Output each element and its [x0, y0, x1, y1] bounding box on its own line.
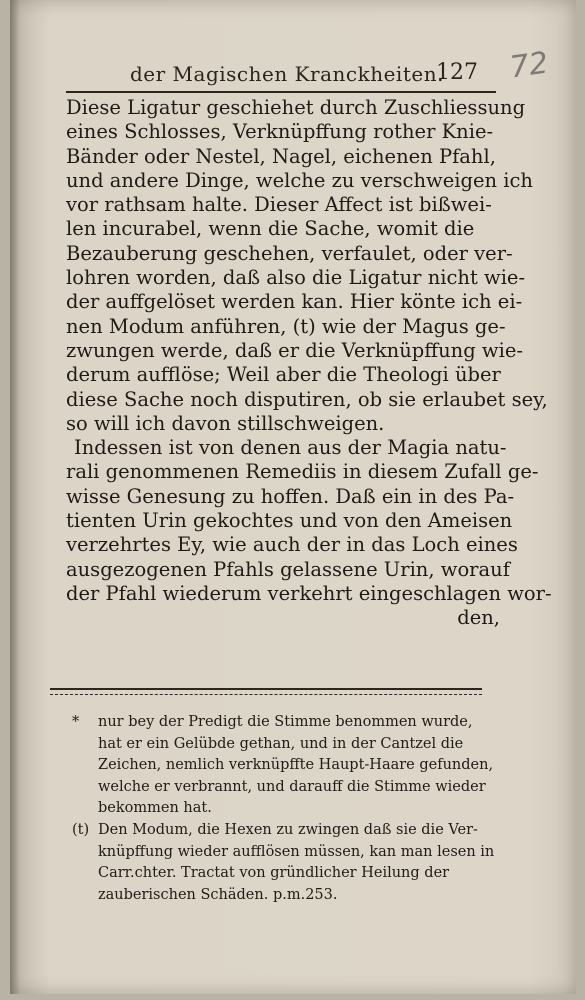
footnotes [72, 712, 495, 906]
page-header [118, 60, 498, 90]
text-line: der Pfahl wiederum verkehrt eingeschlagen wor- [66, 581, 552, 605]
text-line: Diese Ligatur geschiehet durch Zuschliessung [66, 96, 526, 119]
header-rule [66, 91, 496, 93]
pencil-annotation: 72 [507, 45, 551, 86]
text-line: ausgezogenen Pfahls gelassene Urin, worauf [66, 557, 510, 581]
text-line: verzehrtes Ey, wie auch der in das Loch eines [66, 533, 518, 557]
page-number: 127 [436, 60, 478, 85]
footnote-t [72, 820, 495, 906]
catchword: den, [457, 606, 500, 630]
text-line: eines Schlosses, Verknüpffung rother Knie- [66, 120, 494, 144]
main-text [66, 96, 552, 631]
text-line: lohren worden, daß also die Ligatur nicht wie- [66, 266, 526, 290]
text-line: zwungen werde, daß er die Verknüpffung wie- [66, 338, 523, 362]
text-line: der auffgelöset werden kan. Hier könte ich ei- [66, 290, 523, 314]
footnote-mark: * [72, 714, 80, 730]
text-line: so will ich davon stillschweigen. [66, 411, 385, 435]
text-line: rali genommenen Remediis in diesem Zufall ge- [66, 460, 539, 484]
text-line: und andere Dinge, welche zu verschweigen ich [66, 168, 533, 192]
text-line: Bezauberung geschehen, verfaulet, oder ver- [66, 241, 513, 265]
footnote-line: Carr.chter. Tractat von gründlicher Heilung der [98, 865, 450, 882]
text-line: diese Sache noch disputiren, ob sie erlaubet sey, [66, 387, 548, 411]
text-line: Bänder oder Nestel, Nagel, eichenen Pfahl, [66, 144, 496, 168]
text-line: len incurabel, wenn die Sache, womit die [66, 217, 475, 241]
book-page [10, 0, 576, 994]
footnote-line: Den Modum, die Hexen zu zwingen daß sie die Ver- [98, 821, 478, 838]
footnote-line: bekommen hat. [98, 800, 212, 817]
footnote-continued [72, 712, 492, 820]
footnote-line: Zeichen, nemlich verknüpffte Haupt-Haare gefunden, [98, 757, 494, 774]
footnote-line: zauberischen Schäden. p.m.253. [98, 886, 338, 903]
text-line: nen Modum anführen, (t) wie der Magus ge- [66, 314, 506, 338]
footnote-rule [50, 688, 482, 695]
text-line: Indessen ist von denen aus der Magia natu- [74, 436, 507, 460]
footnote-line: knüpffung wieder aufflösen müssen, kan man lesen in [98, 843, 495, 860]
running-title: der Magischen Kranckheiten. [130, 62, 444, 86]
footnote-line: welche er verbrannt, und darauff die Stimme wieder [98, 778, 486, 795]
footnote-line: nur bey der Predigt die Stimme benommen wurde, [98, 714, 473, 730]
text-line: derum aufflöse; Weil aber die Theologi über [66, 363, 501, 387]
text-line: tienten Urin gekochtes und von den Ameisen [66, 509, 513, 533]
text-line: wisse Genesung zu hoffen. Daß ein in des Pa- [66, 484, 515, 508]
text-line: vor rathsam halte. Dieser Affect ist bißwei- [66, 193, 492, 217]
footnote-mark: (t) [72, 821, 90, 838]
footnote-line: hat er ein Gelübde gethan, und in der Cantzel die [98, 735, 464, 752]
